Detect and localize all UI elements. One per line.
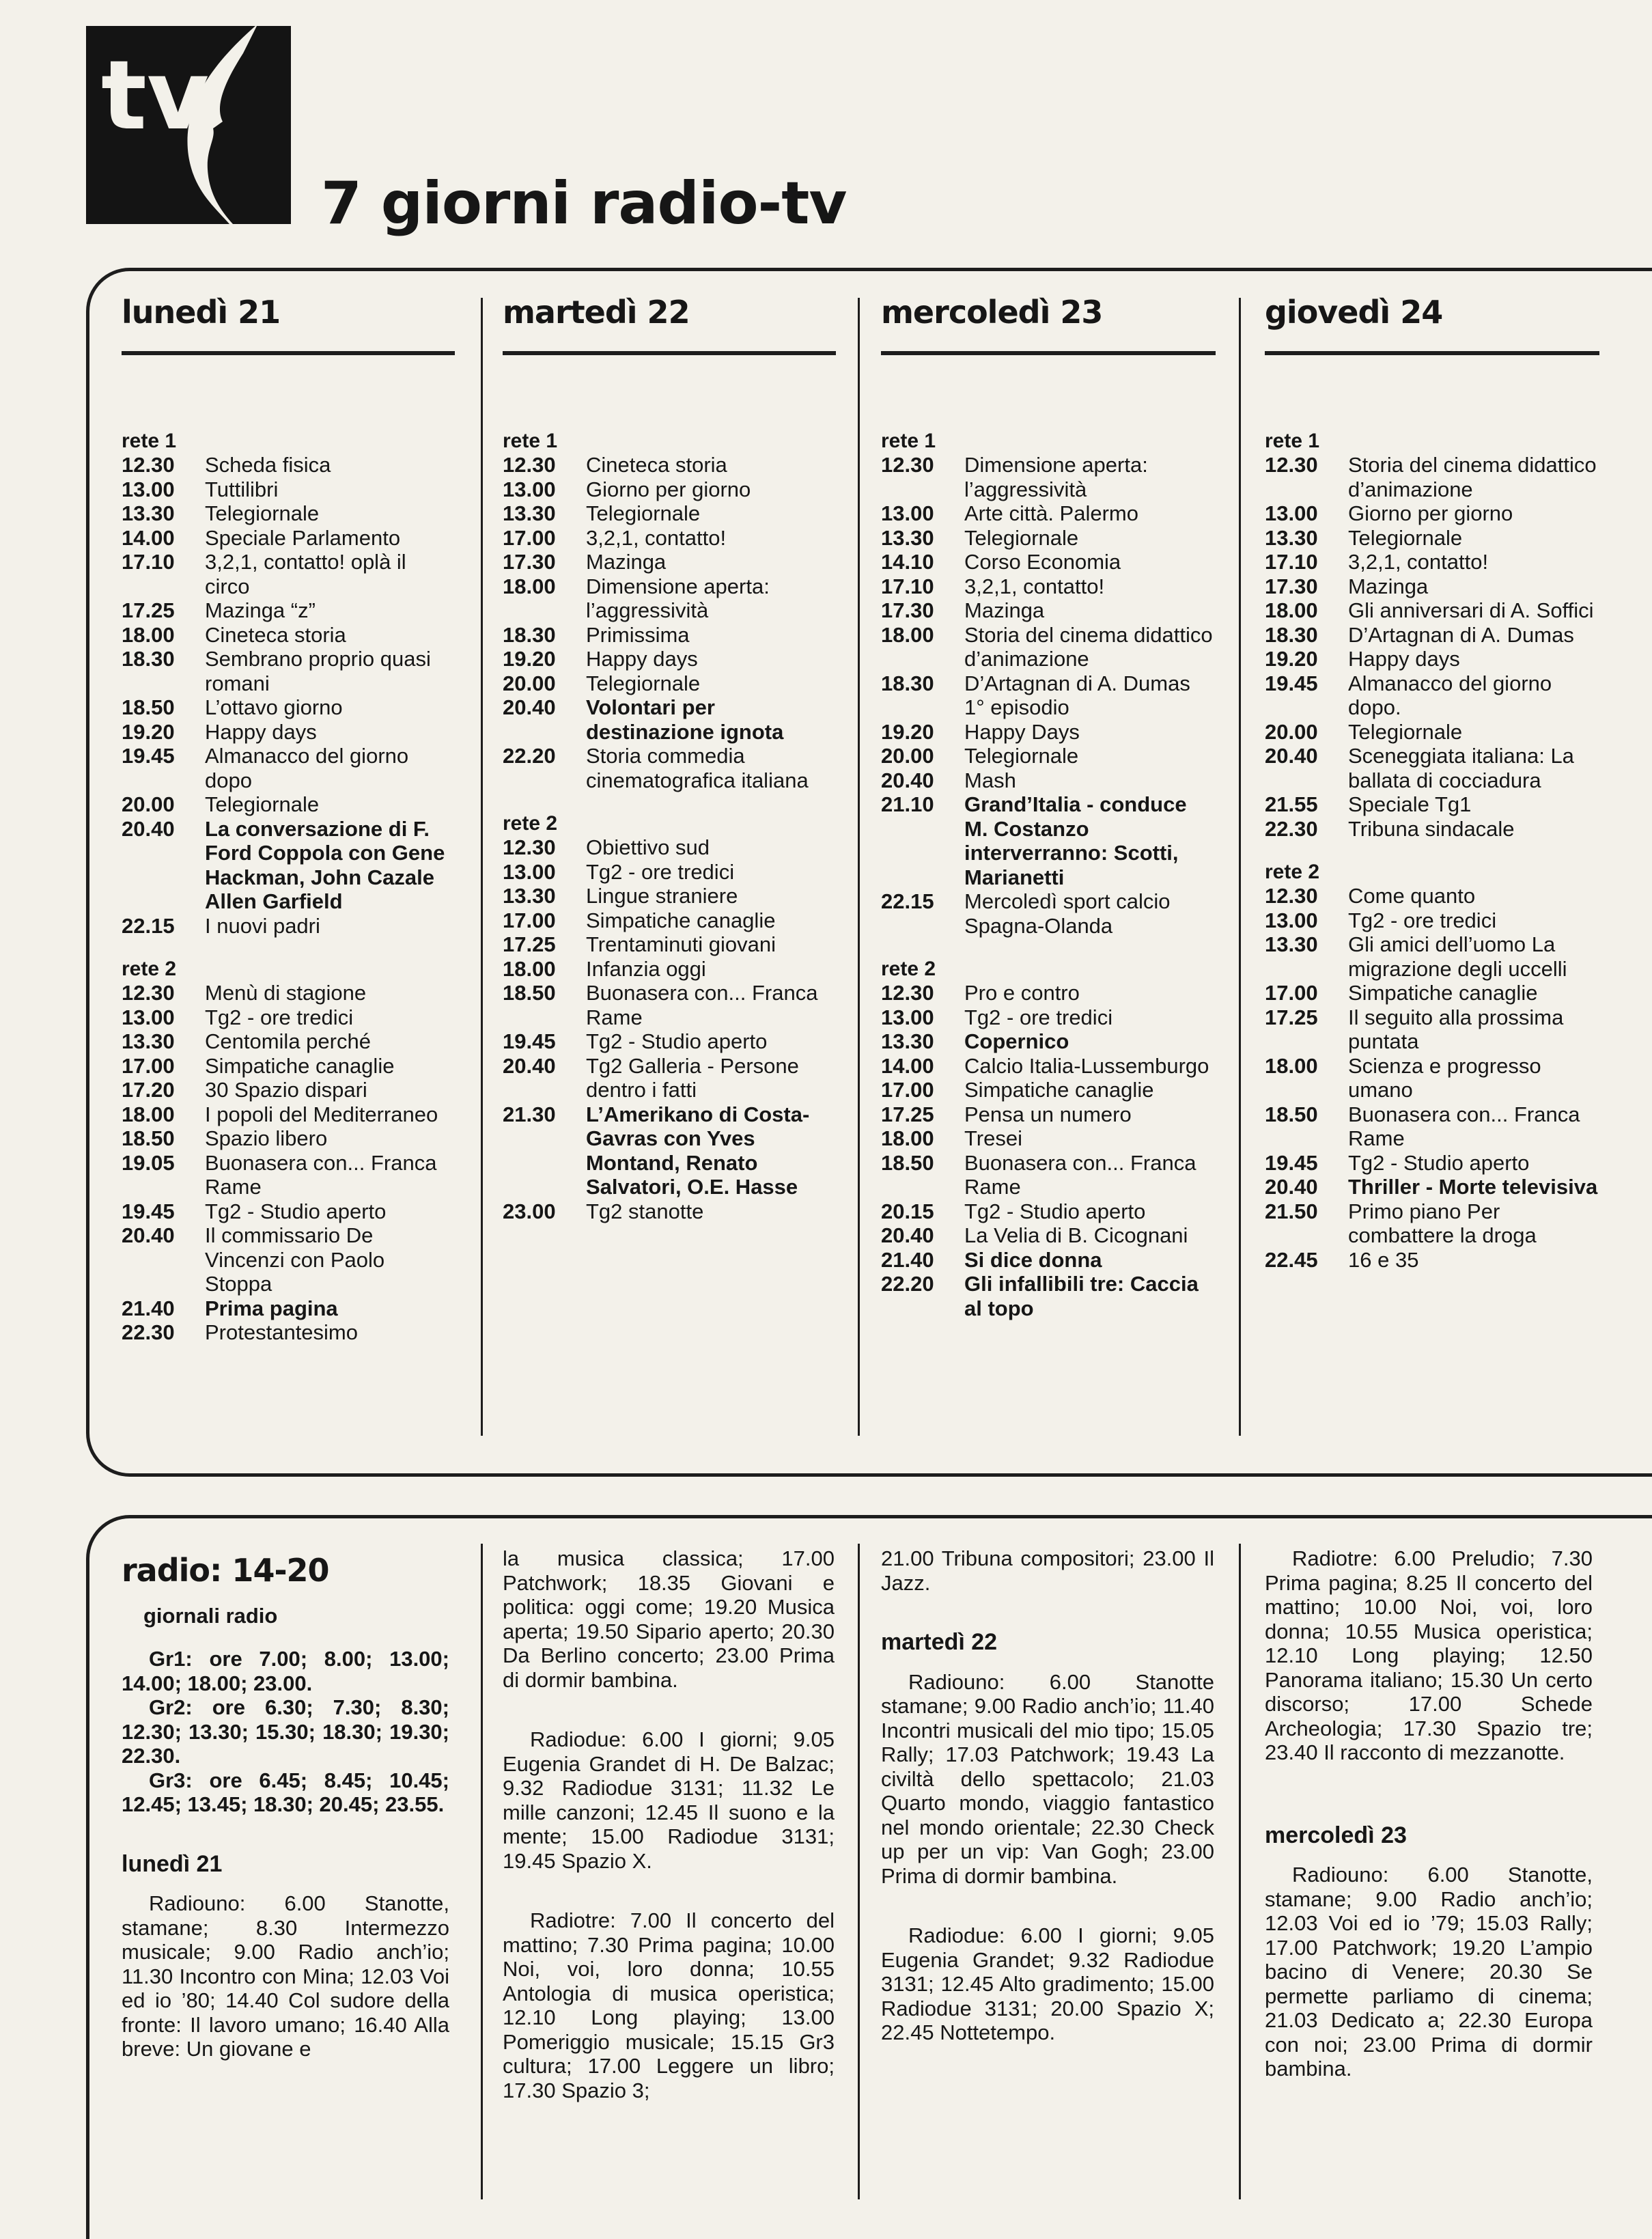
program-row: 19.20 Happy Days: [881, 719, 1080, 744]
program-row: 19.45 Tg2 - Studio aperto: [1265, 1150, 1530, 1175]
program-row: 20.40 Sceneggiata italiana: La ballata di cocciadura: [1265, 744, 1574, 792]
program-row: 21.10 Grand’Italia - conduce M. Costanzo interverranno: Scotti, Marianetti: [881, 792, 1187, 889]
program-row: 13.30 Telegiornale: [122, 501, 320, 525]
rete-label: rete 1: [881, 430, 936, 452]
program-row: 13.00 Tg2 - ore tredici: [1265, 908, 1497, 932]
program-row: 13.00 Tg2 - ore tredici: [881, 1005, 1113, 1029]
program-row: 13.00 Tg2 - ore tredici: [503, 859, 735, 884]
program-row: 19.05 Buonasera con... Franca Rame: [122, 1150, 437, 1199]
program-row: 18.50 L’ottavo giorno: [122, 695, 343, 719]
program-row: 22.30 Tribuna sindacale: [1265, 816, 1515, 841]
program-row: 17.00 Simpatiche canaglie: [881, 1078, 1154, 1102]
program-row: 13.30 Gli amici dell’uomo La migrazione degli uccelli: [1265, 932, 1567, 981]
program-row: 22.45 16 e 35: [1265, 1247, 1419, 1272]
radio-column-3: [881, 1546, 1214, 2045]
program-row: 20.15 Tg2 - Studio aperto: [881, 1199, 1146, 1223]
rete-label: rete 1: [122, 430, 177, 452]
radio-day-heading: mercoledì 23: [1265, 1822, 1407, 1848]
logo-text: tv: [101, 40, 210, 152]
program-row: 12.30 Obiettivo sud: [503, 835, 710, 859]
radiouno-paragraph: Radiouno: 6.00 Stanotte, stamane; 8.30 Intermezzo musicale; 9.00 Radio anch’io; 11.30 Incontro con Mina; 12.03 Voi ed io ’80; 14.40 Col sudore della fronte: Il lavoro umano; 16.40 Alla breve: Un giovane e: [122, 1891, 449, 2061]
program-row: 20.00 Telegiornale: [881, 744, 1079, 768]
program-row: 17.00 Simpatiche canaglie: [1265, 981, 1538, 1005]
column-divider: [481, 1544, 483, 2199]
program-row: 17.25 Trentaminuti giovani: [503, 932, 776, 956]
program-row: 17.10 3,2,1, contatto! oplà il circo: [122, 550, 406, 598]
gr1-line: Gr1: ore 7.00; 8.00; 13.00; 14.00; 18.00; 23.00.: [122, 1647, 449, 1695]
heading-rule: [122, 351, 455, 355]
program-row: 20.40 La Velia di B. Cicognani: [881, 1223, 1188, 1247]
program-row: 20.40 Thriller - Morte televisiva: [1265, 1175, 1598, 1199]
program-row: 17.25 Pensa un numero: [881, 1102, 1132, 1126]
program-row: 20.00 Telegiornale: [1265, 719, 1463, 744]
program-row: 18.00 Dimensione aperta: l’aggressività: [503, 574, 770, 622]
program-row: 19.20 Happy days: [122, 719, 317, 744]
program-row: 19.45 Tg2 - Studio aperto: [503, 1029, 768, 1053]
program-row: 17.00 3,2,1, contatto!: [503, 525, 727, 550]
program-row: 22.30 Protestantesimo: [122, 1320, 358, 1344]
day-heading: lunedì 21: [122, 294, 281, 331]
program-row: 20.40 Il commissario De Vincenzi con Paolo Stoppa: [122, 1223, 385, 1296]
program-row: 13.30 Lingue straniere: [503, 884, 738, 908]
program-row: 17.10 3,2,1, contatto!: [881, 574, 1105, 598]
program-row: 18.50 Buonasera con... Franca Rame: [1265, 1102, 1580, 1150]
program-row: 20.40 Mash: [881, 768, 1016, 792]
program-row: 20.40 Volontari per destinazione ignota: [503, 695, 784, 744]
program-row: 18.00 Storia del cinema didattico d’animazione: [881, 622, 1213, 671]
program-row: 18.00 Scienza e progresso umano: [1265, 1053, 1541, 1102]
program-row: 17.10 3,2,1, contatto!: [1265, 550, 1489, 574]
program-row: 19.45 Tg2 - Studio aperto: [122, 1199, 387, 1223]
program-row: 17.30 Mazinga: [503, 550, 667, 574]
program-row: 18.00 Infanzia oggi: [503, 956, 706, 981]
program-row: 12.30 Come quanto: [1265, 884, 1476, 908]
column-divider: [481, 298, 483, 1436]
day-column-martedi: [503, 294, 836, 1223]
radiouno-paragraph: Radiouno: 6.00 Stanotte, stamane; 9.00 Radio anch’io; 12.03 Voi ed io ’79; 15.03 Rally; 17.00 Patchwork; 19.20 L’ampio bacino di Venere; 20.30 Se permette parliamo di cinema; 21.03 Dedicato a; 22.30 Europa con noi; 23.00 Prima di dormir bambina.: [1265, 1863, 1593, 2081]
rete-label: rete 1: [503, 430, 558, 452]
radiotre-paragraph: Radiotre: 6.00 Preludio; 7.30 Prima pagina; 8.25 Il concerto del mattino; 10.00 Noi, voi, loro donna; 10.55 Musica operistica; 12.10 Long playing; 12.50 Panorama italiano; 15.30 Un certo discorso; 17.00 Schede Archeologia; 17.30 Spazio tre; 23.40 Il racconto di mezzanotte.: [1265, 1546, 1593, 1764]
program-row: 21.40 Si dice donna: [881, 1247, 1102, 1272]
radio-heading: radio: 14-20: [122, 1552, 329, 1589]
program-row: 13.00 Tg2 - ore tredici: [122, 1005, 354, 1029]
radio-day-heading: lunedì 21: [122, 1850, 223, 1877]
program-row: 13.00 Arte città. Palermo: [881, 501, 1138, 525]
radiodue-paragraph: Radiodue: 6.00 I giorni; 9.05 Eugenia Grandet di H. De Balzac; 9.32 Radiodue 3131; 11.32 Le mille canzoni; 12.45 Il suono e la mente; 15.00 Radiodue 3131; 19.45 Spazio X.: [503, 1727, 835, 1873]
program-row: 12.30 Menù di stagione: [122, 981, 367, 1005]
program-row: 13.30 Centomila perché: [122, 1029, 371, 1053]
program-row: 18.00 I popoli del Mediterraneo: [122, 1102, 438, 1126]
program-row: 17.25 Mazinga “z”: [122, 598, 316, 622]
program-row: 17.30 Mazinga: [1265, 574, 1429, 598]
radiotre-continuation: 21.00 Tribuna compositori; 23.00 Il Jazz.: [881, 1546, 1214, 1595]
program-row: 18.50 Spazio libero: [122, 1126, 328, 1150]
program-row: 19.45 Almanacco del giorno dopo.: [1265, 671, 1552, 719]
rete-label: rete 2: [881, 958, 936, 980]
program-row: 23.00 Tg2 stanotte: [503, 1199, 704, 1223]
program-row: 13.00 Giorno per giorno: [1265, 501, 1513, 525]
program-row: 13.00 Giorno per giorno: [503, 477, 751, 501]
program-row: 18.00 Gli anniversari di A. Soffici: [1265, 598, 1594, 622]
program-row: 13.30 Telegiornale: [503, 501, 701, 525]
program-row: 18.00 Cineteca storia: [122, 622, 346, 647]
program-row: 13.30 Telegiornale: [1265, 525, 1463, 550]
column-divider: [1239, 298, 1241, 1436]
program-row: 19.20 Happy days: [503, 647, 698, 671]
program-row: 21.40 Prima pagina: [122, 1296, 338, 1320]
rete-label: rete 1: [1265, 430, 1320, 452]
program-row: 17.00 Simpatiche canaglie: [503, 908, 776, 932]
column-divider: [858, 298, 860, 1436]
program-row: 20.00 Telegiornale: [122, 792, 320, 816]
radio-column-1: [122, 1546, 449, 2061]
tv-logo: [86, 26, 291, 224]
program-row: 18.30 D’Artagnan di A. Dumas 1° episodio: [881, 671, 1190, 719]
radiodue-paragraph: Radiodue: 6.00 I giorni; 9.05 Eugenia Grandet; 9.32 Radiodue 3131; 12.45 Alto gradimento; 15.00 Radiodue 3131; 20.00 Spazio X; 22.45 Nottetempo.: [881, 1923, 1214, 2044]
program-row: 12.30 Dimensione aperta: l’aggressività: [881, 453, 1148, 501]
program-row: 20.40 Tg2 Galleria - Persone dentro i fatti: [503, 1053, 799, 1102]
radio-column-2: [503, 1546, 835, 2102]
program-row: 22.15 Mercoledì sport calcio Spagna-Olanda: [881, 889, 1171, 938]
day-heading: martedì 22: [503, 294, 690, 331]
radiouno-paragraph: Radiouno: 6.00 Stanotte stamane; 9.00 Radio anch’io; 11.40 Incontri musicali del mio tipo; 15.05 Rally; 17.03 Patchwork; 19.43 La civiltà dello spettacolo; 21.03 Quarto mondo, viaggio fantastico nel mondo orientale; 22.30 Check up per un vip: Van Gogh; 23.00 Prima di dormir bambina.: [881, 1669, 1214, 1888]
program-row: 22.20 Gli infallibili tre: Caccia al topo: [881, 1272, 1199, 1320]
program-row: 13.30 Copernico: [881, 1029, 1069, 1053]
rete-label: rete 2: [503, 812, 558, 835]
day-column-giovedi: [1265, 294, 1599, 1272]
program-row: 21.50 Primo piano Per combattere la droga: [1265, 1199, 1537, 1247]
program-row: 13.00 Tuttilibri: [122, 477, 279, 501]
program-row: 18.30 Sembrano proprio quasi romani: [122, 647, 431, 695]
heading-rule: [1265, 351, 1599, 355]
radiotre-paragraph: Radiotre: 7.00 Il concerto del mattino; 7.30 Prima pagina; 10.00 Noi, voi, loro donna; 10.55 Antologia di musica operistica; 12.10 Long playing; 13.00 Pomeriggio musicale; 15.15 Gr3 cultura; 17.00 Leggere un libro; 17.30 Spazio 3;: [503, 1908, 835, 2102]
rete-label: rete 2: [1265, 861, 1320, 883]
gr2-line: Gr2: ore 6.30; 7.30; 8.30; 12.30; 13.30; 15.30; 18.30; 19.30; 22.30.: [122, 1695, 449, 1768]
gr3-line: Gr3: ore 6.45; 8.45; 10.45; 12.45; 13.45; 18.30; 20.45; 23.55.: [122, 1768, 449, 1816]
program-row: 22.15 I nuovi padri: [122, 913, 320, 938]
program-row: 18.30 D’Artagnan di A. Dumas: [1265, 622, 1574, 647]
program-row: 14.00 Calcio Italia-Lussemburgo: [881, 1053, 1209, 1078]
program-row: 18.00 Tresei: [881, 1126, 1022, 1150]
program-row: 17.20 30 Spazio dispari: [122, 1078, 367, 1102]
heading-rule: [881, 351, 1216, 355]
day-column-mercoledi: [881, 294, 1216, 1320]
program-row: 21.30 L’Amerikano di Costa-Gavras con Yves Montand, Renato Salvatori, O.E. Hasse: [503, 1102, 810, 1199]
heading-rule: [503, 351, 836, 355]
program-row: 22.20 Storia commedia cinematografica italiana: [503, 744, 809, 792]
program-row: 17.30 Mazinga: [881, 598, 1045, 622]
program-row: 12.30 Pro e contro: [881, 981, 1080, 1005]
news-heading: giornali radio: [143, 1603, 278, 1628]
day-heading: mercoledì 23: [881, 294, 1103, 331]
rete-label: rete 2: [122, 958, 177, 980]
program-row: 17.00 Simpatiche canaglie: [122, 1053, 395, 1078]
program-row: 21.55 Speciale Tg1: [1265, 792, 1472, 816]
day-heading: giovedì 24: [1265, 294, 1443, 331]
program-row: 19.45 Almanacco del giorno dopo: [122, 744, 409, 792]
radio-column-4: [1265, 1546, 1593, 2081]
program-row: 12.30 Cineteca storia: [503, 453, 727, 477]
program-row: 12.30 Scheda fisica: [122, 453, 331, 477]
program-row: 20.00 Telegiornale: [503, 671, 701, 695]
program-row: 14.00 Speciale Parlamento: [122, 525, 401, 550]
program-row: 12.30 Storia del cinema didattico d’animazione: [1265, 453, 1597, 501]
program-row: 13.30 Telegiornale: [881, 525, 1079, 550]
column-divider: [1239, 1544, 1241, 2199]
column-divider: [858, 1544, 860, 2199]
program-row: 17.25 Il seguito alla prossima puntata: [1265, 1005, 1564, 1053]
program-row: 19.20 Happy days: [1265, 647, 1460, 671]
program-row: 18.30 Primissima: [503, 622, 690, 647]
page-title: 7 giorni radio-tv: [321, 169, 847, 238]
radio-day-heading: martedì 22: [881, 1629, 998, 1655]
program-row: 18.50 Buonasera con... Franca Rame: [881, 1150, 1196, 1199]
program-row: 18.50 Buonasera con... Franca Rame: [503, 981, 818, 1029]
program-row: 20.40 La conversazione di F. Ford Coppola con Gene Hackman, John Cazale Allen Garfield: [122, 816, 445, 913]
day-column-lunedi: [122, 294, 455, 1345]
program-row: 14.10 Corso Economia: [881, 550, 1121, 574]
radiotre-continuation: la musica classica; 17.00 Patchwork; 18.35 Giovani e politica: oggi come; 19.20 Musica aperta; 19.50 Sipario aperto; 20.30 Da Berlino concerto; 23.00 Prima di dormir bambina.: [503, 1546, 835, 1692]
